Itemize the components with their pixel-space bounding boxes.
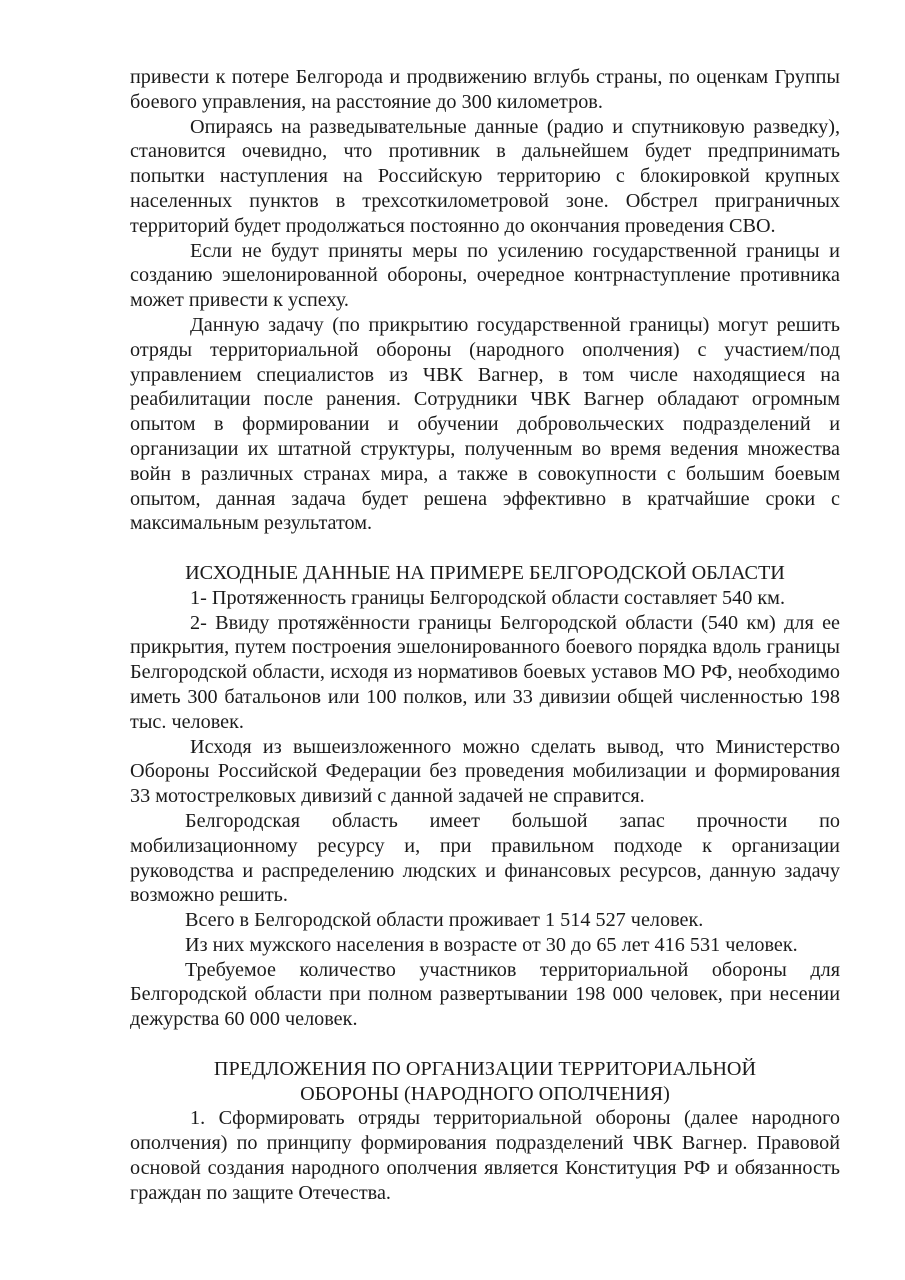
paragraph-required-participants: Требуемое количество участников территориальной обороны для Белгородской области при полном развертывании 198 000 человек, при несении дежурства 60 000 человек.: [130, 958, 840, 1031]
paragraph-population-total: Всего в Белгородской области проживает 1 514 527 человек.: [185, 909, 704, 932]
paragraph-territorial-defense: Данную задачу (по прикрытию государственной границы) могут решить отряды территориальной обороны (народного ополчения) с участием/под управлением специалистов из ЧВК Вагнер, в том числе находящиеся на реабилитации после ранения. Сотрудники ЧВК Вагнер обладают огромным опытом в формировании и обучении добровольческих подразделений и организации их штатной структуры, полученным во время ведения множества войн в различных странах мира, а также в совокупности с большим боевым опытом, данная задача будет решена эффективно в кратчайшие сроки с максимальным результатом.: [130, 313, 840, 535]
paragraph-border-measures: Если не будут приняты меры по усилению государственной границы и созданию эшелонированной обороны, очередное контрнаступление противника может привести к успеху.: [130, 239, 840, 312]
paragraph-proposal-1: 1. Сформировать отряды территориальной обороны (далее народного ополчения) по принципу формирования подразделений ЧВК Вагнер. Правовой основой создания народного ополчения является Конституция РФ и обязанность граждан по защите Отечества.: [130, 1107, 840, 1204]
paragraph-required-forces: 2- Ввиду протяжённости границы Белгородской области (540 км) для ее прикрытия, путем построения эшелонированного боевого порядка вдоль границы Белгородской области, исходя из нормативов боевых уставов МО РФ, необходимо иметь 300 батальонов или 100 полков, или 33 дивизии общей численностью 198 тыс. человек.: [130, 611, 840, 733]
paragraph-border-length: 1- Протяженность границы Белгородской области составляет 540 км.: [190, 586, 785, 609]
paragraph-mobilization-reserve: Белгородская область имеет большой запас прочности по мобилизационному ресурсу и, при правильном подходе к организации руководства и распределению людских и финансовых ресурсов, данную задачу возможно решить.: [130, 809, 840, 907]
paragraph-continuation: привести к потере Белгорода и продвижению вглубь страны, по оценкам Группы боевого управления, на расстояние до 300 километров.: [130, 66, 840, 113]
paragraph-male-population: Из них мужского населения в возрасте от 30 до 65 лет 416 531 человек.: [185, 933, 798, 956]
paragraph-conclusion: Исходя из вышеизложенного можно сделать вывод, что Министерство Обороны Российской Федерации без проведения мобилизации и формирования 33 мотострелковых дивизий с данной задачей не справится.: [130, 735, 840, 808]
section-spacer: [130, 1032, 840, 1057]
document-body: [130, 65, 840, 1206]
section-heading-initial-data: ИСХОДНЫЕ ДАННЫЕ НА ПРИМЕРЕ БЕЛГОРОДСКОЙ ОБЛАСТИ: [185, 561, 785, 584]
section-heading-proposals-line1: ПРЕДЛОЖЕНИЯ ПО ОРГАНИЗАЦИИ ТЕРРИТОРИАЛЬНОЙ: [213, 1057, 757, 1080]
section-heading-proposals-line2: ОБОРОНЫ (НАРОДНОГО ОПОЛЧЕНИЯ): [300, 1082, 670, 1105]
section-spacer: [130, 536, 840, 561]
paragraph-intelligence: Опираясь на разведывательные данные (радио и спутниковую разведку), становится очевидно, что противник в дальнейшем будет предпринимать попытки наступления на Российскую территорию с блокировкой крупных населенных пунктов в трехсоткилометровой зоне. Обстрел приграничных территорий будет продолжаться постоянно до окончания проведения СВО.: [130, 115, 840, 237]
